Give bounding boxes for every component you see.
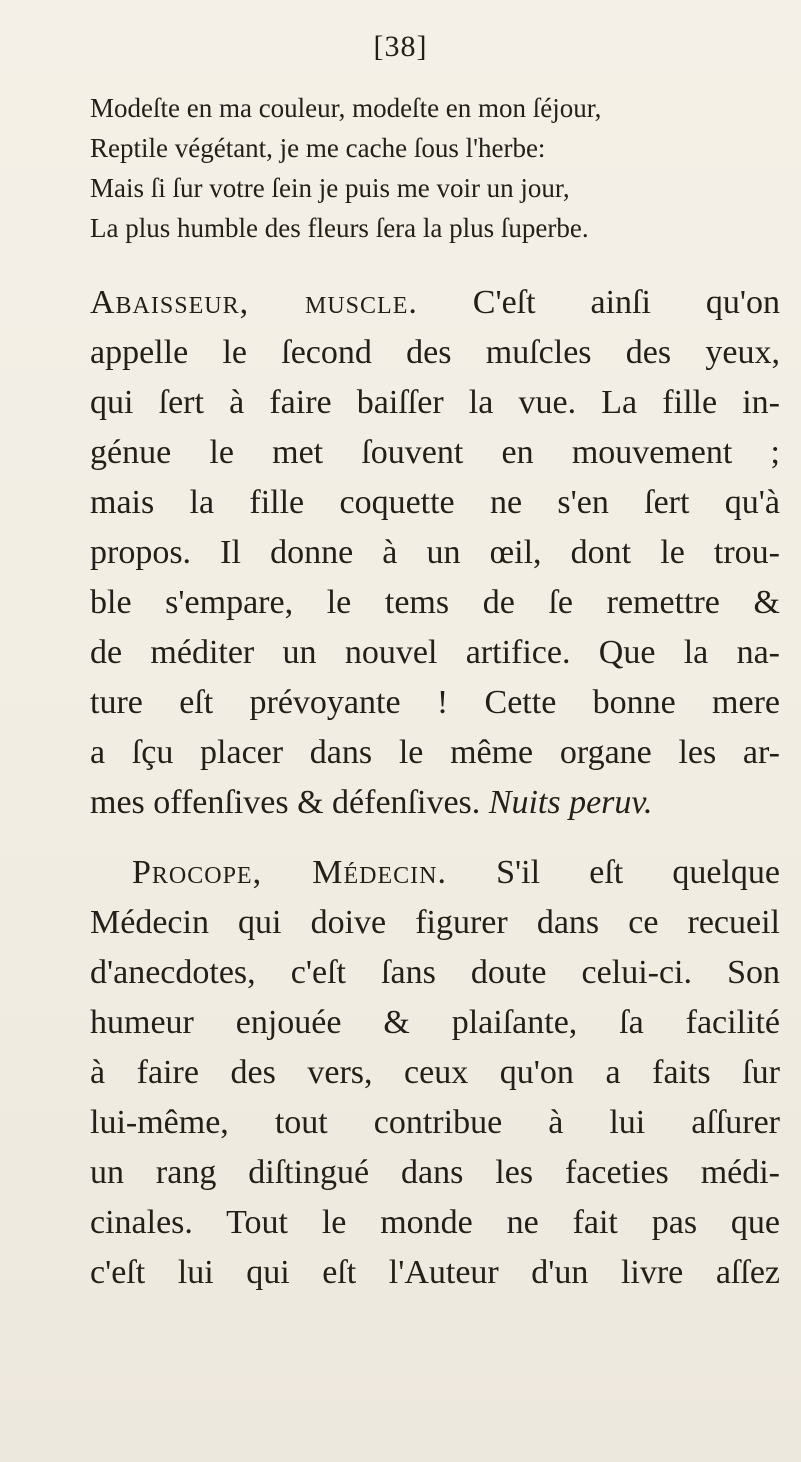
- entry-line: de méditer un nouvel artifice. Que la na-: [90, 634, 780, 671]
- entry-text: C'eſt ainſi qu'on: [417, 284, 780, 321]
- entry-line: ture eſt prévoyante ! Cette bonne mere: [90, 684, 780, 721]
- entry-headword: Abaisseur, muscle.: [90, 284, 418, 321]
- entry-source: Nuits peruv.: [488, 784, 653, 821]
- entry-line: [90, 848, 780, 898]
- page-number: [38]: [373, 30, 428, 63]
- entry-text: S'il eſt quelque: [446, 854, 781, 891]
- verse-line: Reptile végétant, je me cache ſous l'herbe:: [90, 133, 546, 163]
- entry-line: [90, 778, 780, 828]
- entry-line: a ſçu placer dans le même organe les ar-: [90, 734, 780, 771]
- entry-text: mes offenſives & défenſives.: [90, 784, 489, 821]
- entry-line: Médecin qui doive figurer dans ce recueil: [90, 904, 780, 941]
- verse-line: La plus humble des fleurs ſera la plus ſuperbe.: [90, 213, 589, 243]
- entry-line: ble s'empare, le tems de ſe remettre &: [90, 584, 780, 621]
- entry-line: c'eſt lui qui eſt l'Auteur d'un livre aſſez: [90, 1254, 780, 1291]
- entry-line: cinales. Tout le monde ne fait pas que: [90, 1204, 780, 1241]
- entry-headword: Procope, Médecin.: [132, 854, 447, 891]
- entry-line: [90, 278, 780, 328]
- entry-line: d'anecdotes, c'eſt ſans doute celui-ci. Son: [90, 954, 780, 991]
- verse-line: Modeſte en ma couleur, modeſte en mon ſéjour,: [90, 93, 602, 123]
- entry-abaisseur: [90, 278, 780, 828]
- entry-line: appelle le ſecond des muſcles des yeux,: [90, 334, 780, 371]
- entry-line: propos. Il donne à un œil, dont le trou-: [90, 534, 780, 571]
- entry-line: humeur enjouée & plaiſante, ſa facilité: [90, 1004, 780, 1041]
- entry-line: à faire des vers, ceux qu'on a faits ſur: [90, 1054, 780, 1091]
- entry-line: génue le met ſouvent en mouvement ;: [90, 434, 780, 471]
- verse-stanza: [90, 88, 780, 248]
- entry-line: un rang diſtingué dans les faceties médi-: [90, 1154, 780, 1191]
- entry-line: lui-même, tout contribue à lui aſſurer: [90, 1104, 780, 1141]
- verse-line: Mais ſi ſur votre ſein je puis me voir un jour,: [90, 173, 570, 203]
- entry-procope: [90, 848, 780, 1298]
- entry-line: mais la fille coquette ne s'en ſert qu'à: [90, 484, 780, 521]
- entry-line: qui ſert à faire baiſſer la vue. La fille in-: [90, 384, 780, 421]
